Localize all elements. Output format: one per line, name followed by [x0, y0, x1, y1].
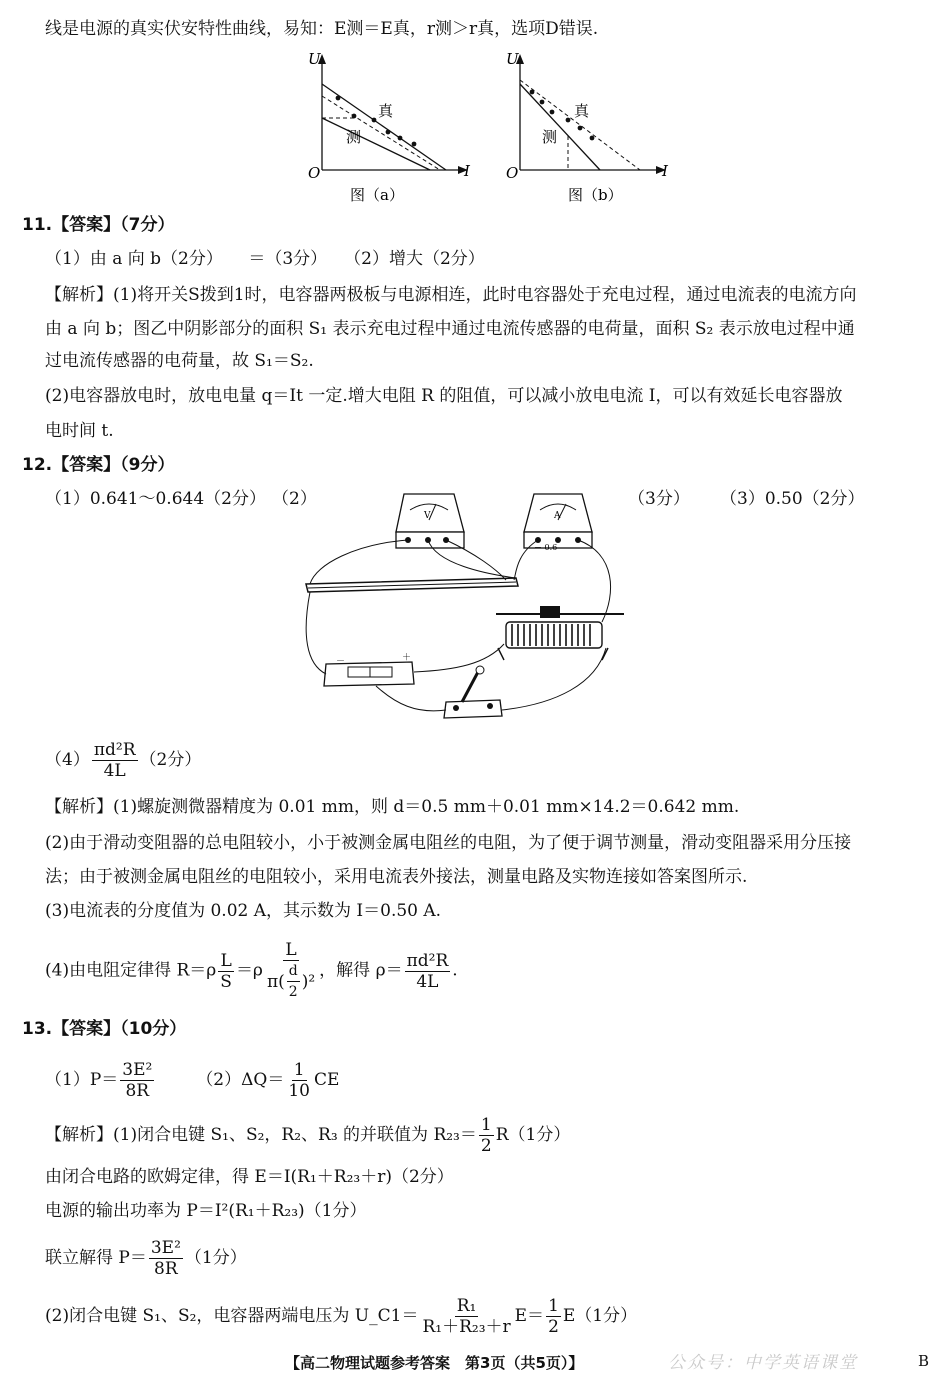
- graph-b-caption: 图（b）: [568, 186, 623, 204]
- graph-a-u-label: U: [308, 50, 321, 68]
- q12-answer-2-score: （3分）: [628, 489, 690, 509]
- graph-a-i-label: I: [464, 162, 470, 180]
- q13-analysis-3: 电源的输出功率为 P＝I²(R₁＋R₂₃)（1分）: [45, 1201, 367, 1221]
- graph-b-ce-label: 测: [542, 128, 558, 146]
- voltmeter-label: V: [424, 511, 431, 521]
- q12-answer-2: （2）: [272, 489, 317, 509]
- q12-answer-4-numerator: πd²R: [93, 740, 136, 760]
- q13-analysis-2: 由闭合电路的欧姆定律，得 E＝I(R₁＋R₂₃＋r)（2分）: [45, 1167, 454, 1187]
- q12-analysis-3: 法；由于被测金属电阻丝的电阻较小，采用电流表外接法，测量电路及实物连接如答案图所示.: [45, 867, 748, 887]
- battery-icon: [324, 652, 414, 686]
- graph-b-i-label: I: [662, 162, 668, 180]
- ammeter-icon: [524, 494, 592, 552]
- q13-analysis-1: 【解析】(1)闭合电键 S₁、S₂，R₂、R₃ 的并联值为 R₂₃＝ $\frac{1}{2}$ R（1分）: [45, 1115, 571, 1156]
- q13-heading: 13.【答案】（10分）: [22, 1019, 187, 1039]
- q11-analysis-3: 过电流传感器的电荷量，故 S₁＝S₂.: [45, 351, 314, 371]
- circuit-diagram: [296, 484, 636, 730]
- graph-a-caption: 图（a）: [350, 186, 404, 204]
- q12-answer-4-denominator: 4L: [103, 761, 126, 781]
- graph-a-origin: O: [308, 164, 321, 182]
- battery-plus: ＋: [402, 653, 412, 663]
- ammeter-label: A: [554, 511, 561, 521]
- q12-heading: 12.【答案】（9分）: [22, 455, 175, 475]
- switch-icon: [444, 666, 502, 718]
- graph-a-zhen-label: 真: [378, 102, 394, 120]
- graph-b-u-label: U: [506, 50, 519, 68]
- graph-a-ce-label: 测: [346, 128, 362, 146]
- q12-answer-3: （3）0.50（2分）: [720, 489, 865, 509]
- q12-answer-1: （1）0.641～0.644（2分）: [45, 489, 266, 509]
- q12-analysis-4: (3)电流表的分度值为 0.02 A，其示数为 I＝0.50 A.: [45, 901, 442, 921]
- q13-analysis-4: 联立解得 P＝ $\frac{\text{3E²}}{8R}$ （1分）: [45, 1238, 247, 1279]
- watermark: 公众号：中学英语课堂: [668, 1353, 858, 1373]
- q11-analysis-1: 【解析】(1)将开关S拨到1时，电容器两极板与电源相连，此时电容器处于充电过程，通过电流表的电流方向: [45, 285, 857, 305]
- q13-analysis-5: (2)闭合电键 S₁、S₂，电容器两端电压为 U_C1＝ $\frac{\text{R₁}}{\text{R₁＋R₂₃＋r}}$ E＝ $\frac{1}{2}$ E（1分）: [45, 1296, 638, 1337]
- intro-line: 线是电源的真实伏安特性曲线，易知：E测＝E真，r测＞r真，选项D错误.: [45, 19, 599, 39]
- graph-b-zhen-label: 真: [574, 102, 590, 120]
- q11-heading: 11.【答案】（7分）: [22, 215, 175, 235]
- graph-a: [300, 48, 480, 208]
- q11-analysis-5: 电时间 t.: [45, 421, 114, 441]
- graph-b: [498, 48, 678, 208]
- q11-answer: （1）由 a 向 b（2分） ＝（3分） （2）增大（2分）: [45, 249, 485, 269]
- q12-analysis-1: 【解析】(1)螺旋测微器精度为 0.01 mm，则 d＝0.5 mm＋0.01 mm×14.2＝0.642 mm.: [45, 797, 740, 817]
- battery-minus: －: [336, 657, 346, 667]
- q12-analysis-2: (2)由于滑动变阻器的总电阻较小，小于被测金属电阻丝的电阻，为了便于调节测量，滑动变阻器采用分压接: [45, 833, 852, 853]
- graph-b-origin: O: [506, 164, 519, 182]
- q11-analysis-2: 由 a 向 b；图乙中阴影部分的面积 S₁ 表示充电过程中通过电流传感器的电荷量，面积 S₂ 表示放电过程中通: [45, 319, 855, 339]
- q13-answer: （1）P＝ $\frac{\text{3E²}}{8R}$ （2）ΔQ＝ $\frac{1}{10}$ CE: [45, 1060, 340, 1101]
- page-footer: 【高二物理试题参考答案 第3页（共5页）】: [285, 1354, 584, 1372]
- ammeter-scale: － 0.6: [534, 543, 558, 552]
- page-code: B: [918, 1352, 930, 1370]
- q12-answer-4: （4） $\frac{\text{πd²R}}{4L}$ （2分）: [45, 740, 202, 781]
- q12-analysis-5: (4)由电阻定律得 R＝ρ $\frac{L}{S}$ ＝ρ L π( $\frac{d}{2}$ )² ，解得 ρ＝ $\frac{\text{πd²R}}{4L}$ .: [45, 940, 458, 1000]
- q11-analysis-4: (2)电容器放电时，放电电量 q＝It 一定.增大电阻 R 的阻值，可以减小放电电流 I，可以有效延长电容器放: [45, 386, 843, 406]
